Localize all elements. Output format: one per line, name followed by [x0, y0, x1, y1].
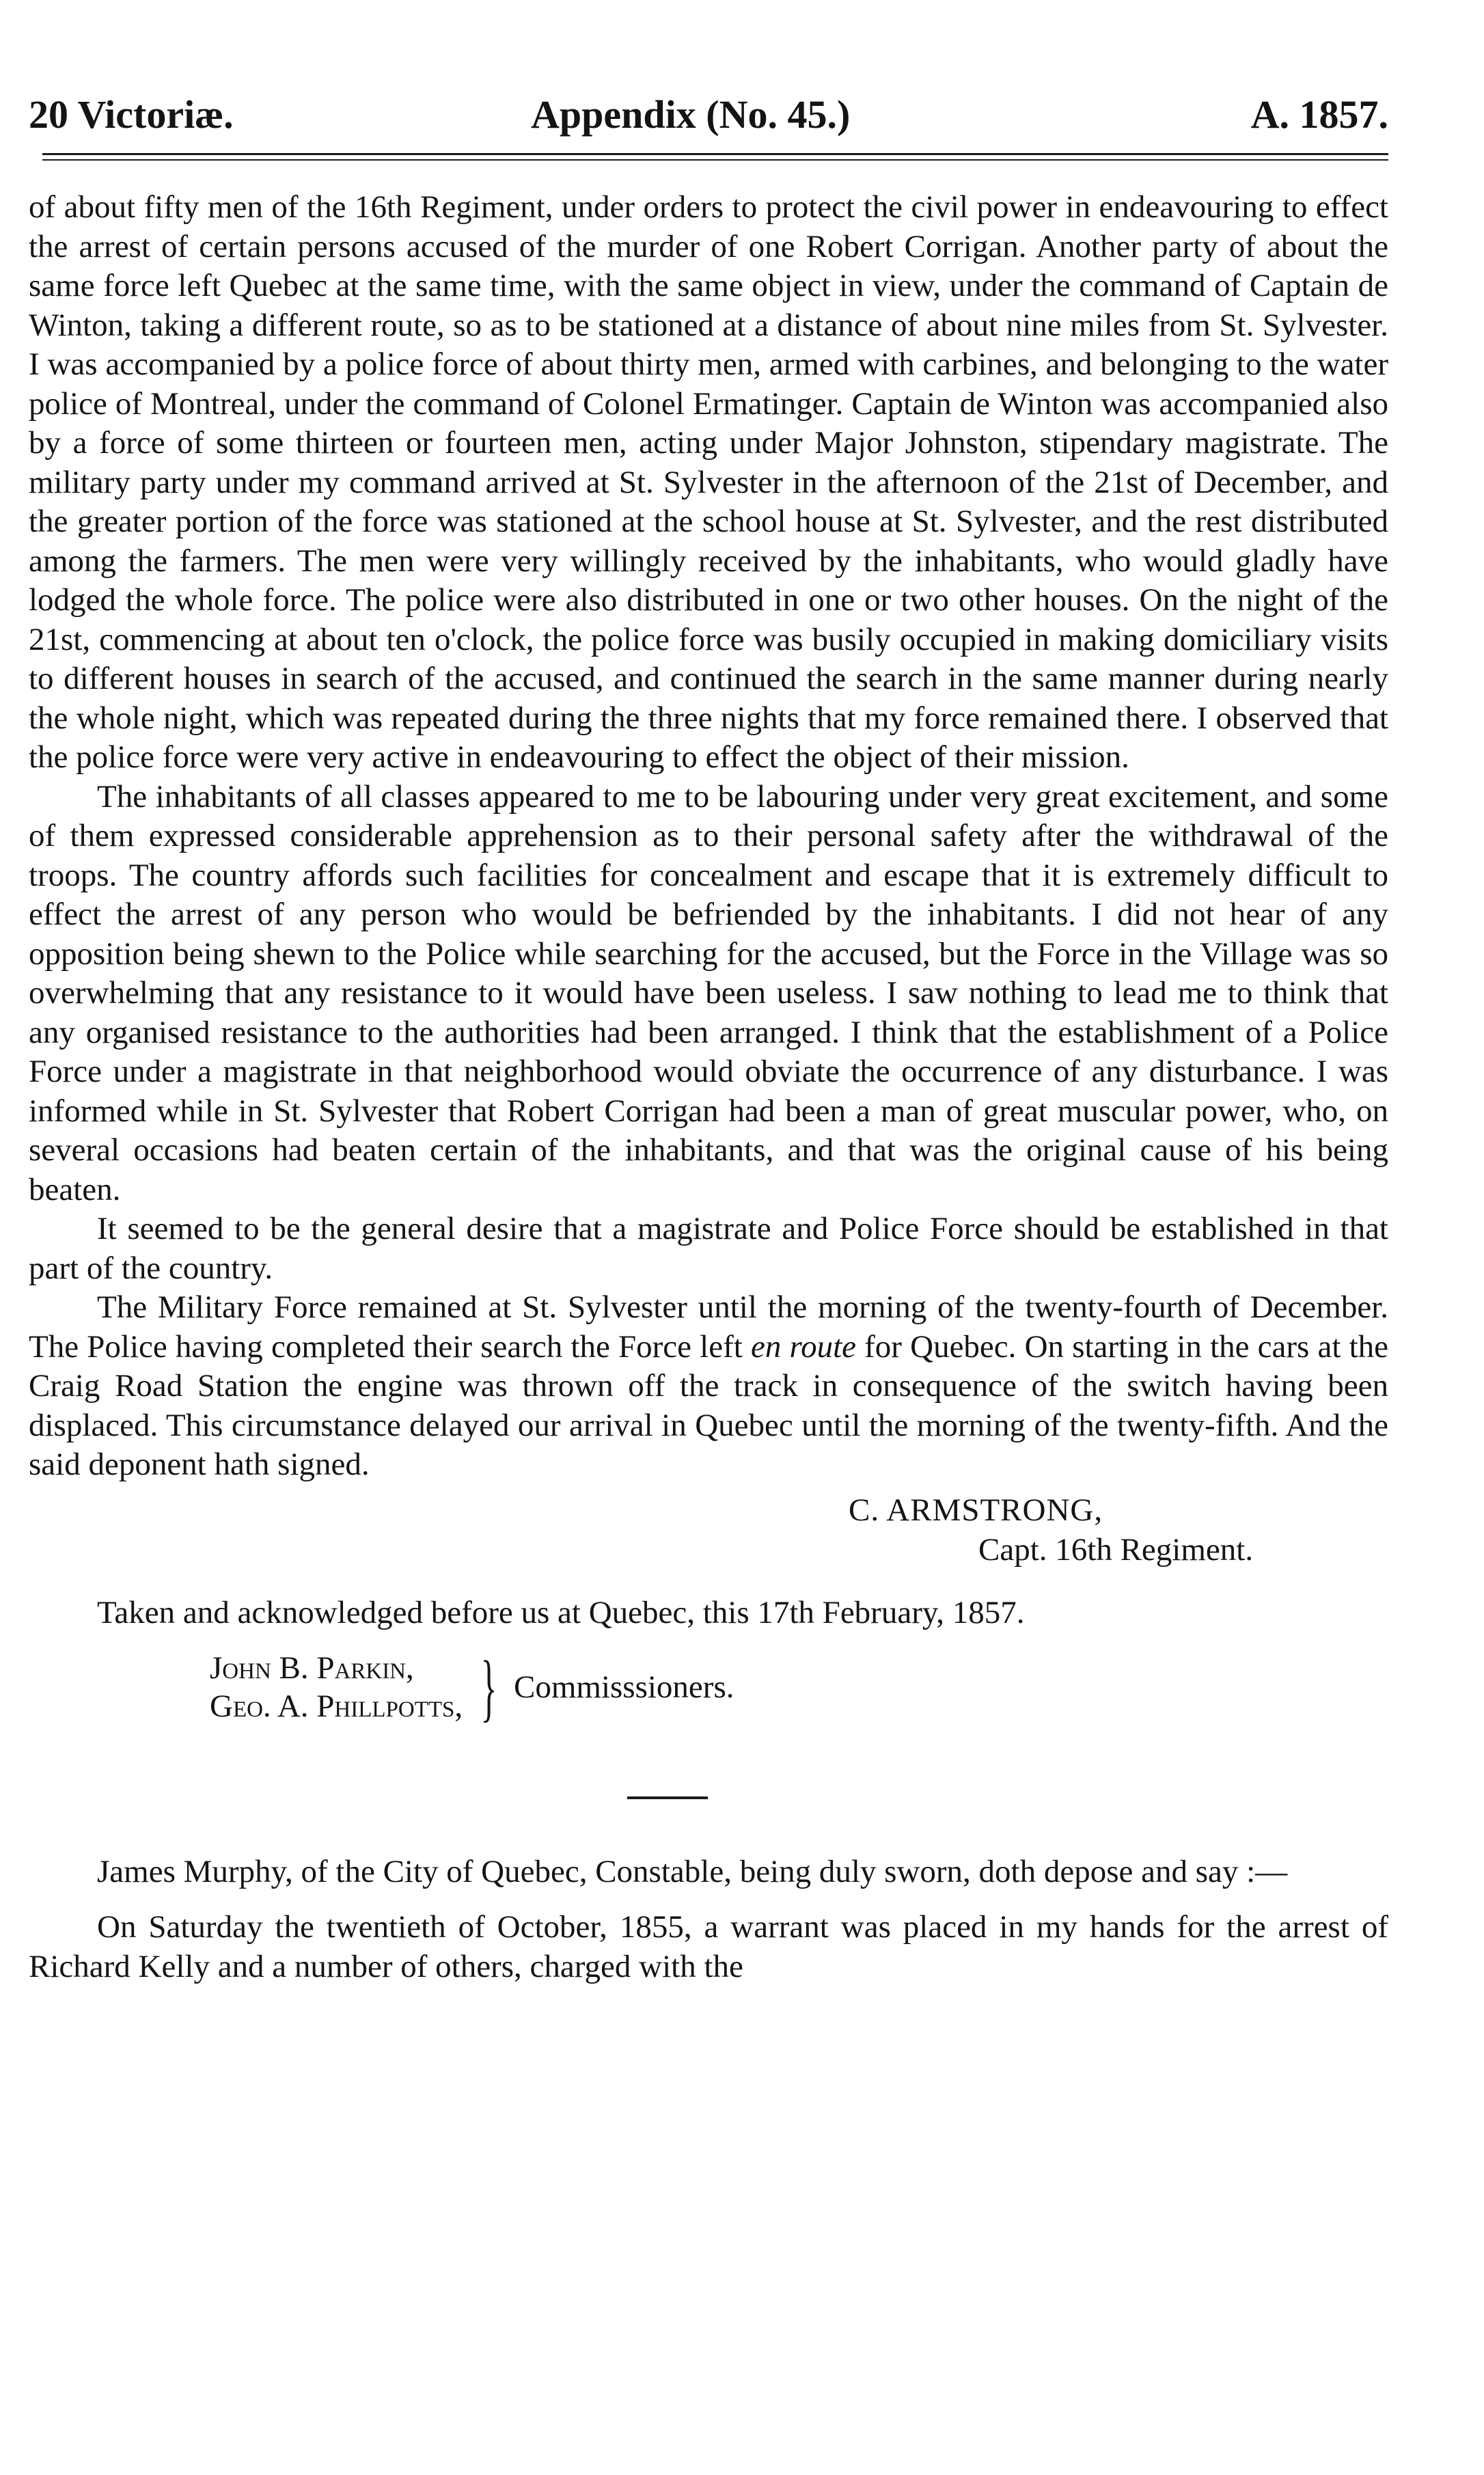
paragraph-4-italic: en route — [750, 1328, 856, 1365]
document-page — [29, 82, 1388, 1986]
paragraph-3: It seemed to be the general desire that a magistrate and Police Force should be established in that part of the country. — [29, 1211, 1388, 1286]
signature-block — [29, 1490, 1388, 1570]
murphy-deposition — [29, 1852, 1388, 1987]
acknowledgement-line: Taken and acknowledged before us at Quebec, this 17th February, 1857. — [97, 1594, 1025, 1630]
signatory-title: Capt. 16th Regiment. — [978, 1531, 1254, 1568]
murphy-paragraph-2: On Saturday the twentieth of October, 1855, a warrant was placed in my hands for the arrest of Richard Kelly and a number of others, charged with the — [29, 1909, 1388, 1984]
header-double-rule — [42, 153, 1388, 161]
signatory-name: C. ARMSTRONG, — [849, 1492, 1103, 1528]
commissioner-name-2: Geo. A. Phillpotts, — [210, 1688, 463, 1724]
header-appendix: Appendix (No. 45.) — [531, 92, 851, 137]
commissioner-name-1: John B. Parkin, — [210, 1650, 414, 1686]
commissioners-block — [210, 1645, 1388, 1729]
deposition-body — [29, 188, 1388, 1485]
brace-symbol: } — [480, 1645, 497, 1729]
commissioners-label: Commisssioners. — [513, 1669, 734, 1705]
paragraph-1: of about fifty men of the 16th Regiment, under orders to protect the civil power in endeavouring to effect the arrest of certain persons accused of the murder of one Robert Corrigan. Another party of about the same force left Quebec at the same time, with the same object in view, under the command of Captain de Winton, taking a different route, so as to be stationed at a distance of about nine miles from St. Sylvester. I was accompanied by a police force of about thirty men, armed with carbines, and belonging to the water police of Montreal, under the command of Colonel Ermatinger. Captain de Winton was accompanied also by a force of some thirteen or fourteen men, acting under Major Johnston, stipendary magistrate. The military party under my command arrived at St. Sylvester in the afternoon of the 21st of December, and the greater portion of the force was stationed at the school house at St. Sylvester, and the rest distributed among the farmers. The men were very willingly received by the inhabitants, who would gladly have lodged the whole force. The police were also distributed in one or two other houses. On the night of the 21st, commencing at about ten o'clock, the police force was busily occupied in making domiciliary visits to different houses in search of the accused, and continued the search in the same manner during nearly the whole night, which was repeated during the three nights that my force remained there. I observed that the police force were very active in endeavouring to effect the object of their mission. — [29, 189, 1388, 775]
paragraph-2: The inhabitants of all classes appeared to me to be labouring under very great excitement, and some of them expressed considerable apprehension as to their personal safety after the withdrawal of the troops. The country affords such facilities for concealment and escape that it is extremely difficult to effect the arrest of any person who would be befriended by the inhabitants. I did not hear of any opposition being shewn to the Police while searching for the accused, but the Force in the Village was so overwhelming that any resistance to it would have been useless. I saw nothing to lead me to think that any organised resistance to the authorities had been arranged. I think that the establishment of a Police Force under a magistrate in that neighborhood would obviate the occurrence of any disturbance. I was informed while in St. Sylvester that Robert Corrigan had been a man of great muscular power, who, on several occasions had beaten certain of the inhabitants, and that was the original cause of his being beaten. — [29, 778, 1388, 1207]
header-year: A. 1857. — [1250, 92, 1388, 137]
commissioner-names — [210, 1649, 463, 1725]
header-session: 20 Victoriæ. — [29, 92, 234, 137]
section-divider — [627, 1796, 708, 1799]
paragraph-4-part-b: for Quebec. On starting in the cars at the Craig Road Station the engine was thrown off the track in consequence of the switch having been displaced. This circumstance delayed our arrival in Quebec until the morning of the twenty-fifth. And the said deponent hath signed. — [29, 1328, 1388, 1482]
paragraph-4 — [29, 1288, 1388, 1485]
paragraph-4-part-a: The Military Force remained at St. Sylvester until the morning of the twenty-fourth of December. The Police having completed their search the Force left — [29, 1289, 1388, 1365]
murphy-paragraph-1: James Murphy, of the City of Quebec, Constable, being duly sworn, doth depose and say :— — [97, 1853, 1288, 1889]
running-header — [29, 82, 1388, 143]
